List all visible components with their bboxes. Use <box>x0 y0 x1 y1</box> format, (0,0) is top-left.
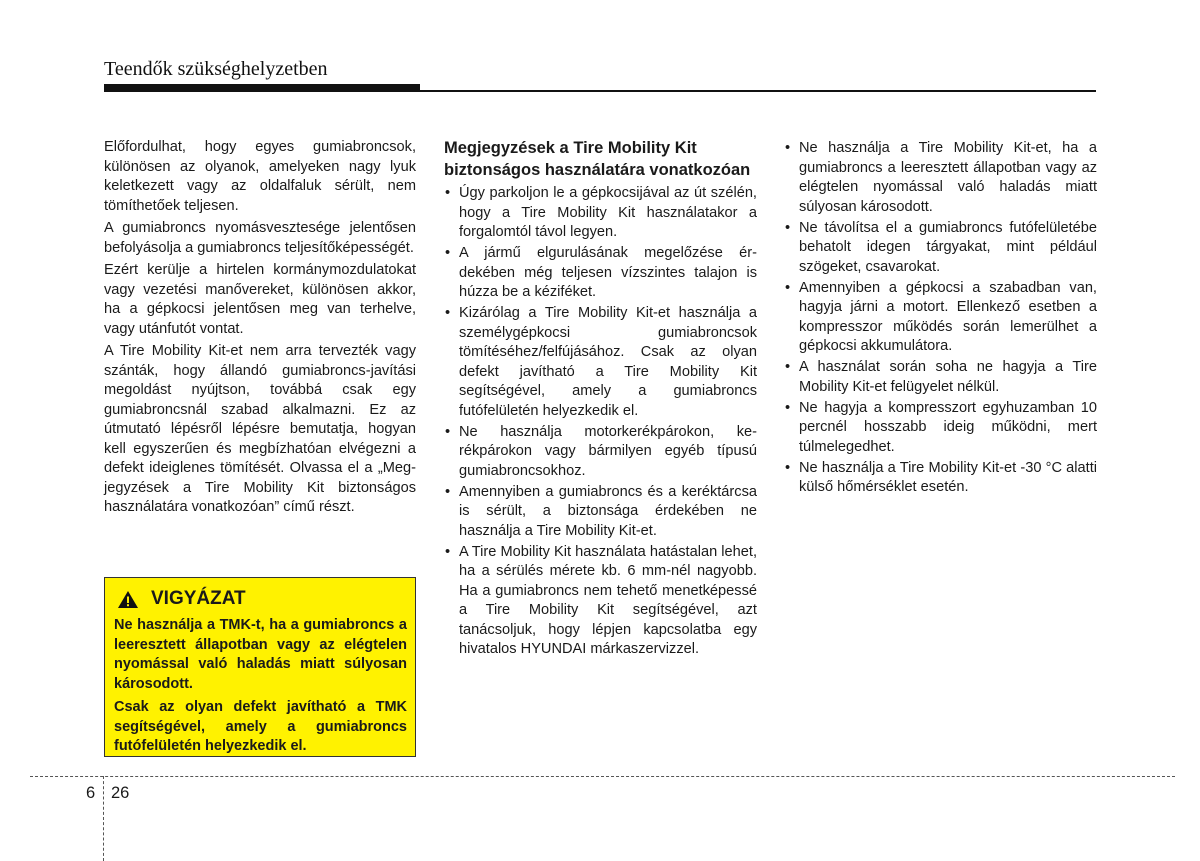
list-item: • Ne használja a Tire Mobility Kit-et, ha a gumiabroncs a leeresztett állapotban vagy az elégtelen nyomással való haladás miatt súlyosan károsodott. <box>784 139 1097 217</box>
warning-triangle-icon <box>117 590 139 609</box>
list-item: • Ne használja motorkerékpárokon, kerékpárokon vagy bármilyen egyéb típusú gumiabroncsokhoz. <box>444 423 757 482</box>
paragraph: A gumiabroncs nyomásvesztesége jelentősen befolyásolja a gumiabroncs teljesítőképességét. <box>104 220 416 256</box>
warning-box <box>104 577 416 757</box>
list-item: • A használat során soha ne hagyja a Tire Mobility Kit-et felügyelet nélkül. <box>784 358 1097 397</box>
footer-divider <box>30 776 1175 777</box>
list-item: • Amennyiben a gumiabroncs és a keréktárcsa is sérült, a biztonsága érdekében ne használja a Tire Mobility Kit-et. <box>444 483 757 542</box>
list-item: • A Tire Mobility Kit használata hatástalan lehet, ha a sérülés mérete kb. 6 mm-nél nagyobb. Ha a gumiabroncs nem tehető menetképessé a Tire Mobility Kit segítségével, azt tanácsoljuk, hogy lépjen kapcsolatba egy hivatalos HYUNDAI márkaszervizzel. <box>444 543 757 660</box>
right-column <box>784 139 1097 499</box>
list-item: • Ne hagyja a kompresszort egyhuzamban 10 percnél hosszabb ideig működni, mert túlmelegedhet. <box>784 399 1097 458</box>
warning-title: VIGYÁZAT <box>151 588 246 609</box>
list-item: • Kizárólag a Tire Mobility Kit-et használja a személygépkocsi gumiabroncsok tömítéséhez/felfújásához. Csak az olyan defekt javítható a Tire Mobility Kit segítségével, amely a gumiabroncs futófelületén helyezkedik el. <box>444 304 757 421</box>
warning-text: Ne használja a TMK-t, ha a gumiabroncs a leeresztett állapotban vagy az elégtelen nyomással való haladás miatt súlyosan károsodott. <box>114 617 407 692</box>
warning-header <box>114 588 407 610</box>
page-number: 26 <box>111 784 130 802</box>
paragraph: Előfordulhat, hogy egyes gumiabroncsok, különösen az olyanok, amelyeken nagy lyuk keletkezett vagy az oldalfaluk sérült, nem tömíthetőek teljesen. <box>104 139 416 214</box>
paragraph: A Tire Mobility Kit-et nem arra tervezték vagy szánták, hogy állandó gumiabroncs-javítási megoldást nyújtson, továbbá csak egy gumiabroncsnál szabad alkalmazni. Ez az útmutató lépésről lépésre bemutatja, hogyan kell egyszerűen és megbízhatóan elvégezni a defekt ideiglenes tömítését. Olvassa el a „Megjegyzések a Tire Mobility Kit biztonságos használatára vonatkozóan” című részt. <box>104 343 416 515</box>
page-header-title: Teendők szükséghelyzetben <box>104 58 328 80</box>
warning-text: Csak az olyan defekt javítható a TMK segítségével, amely a gumiabroncs futófelületén helyezkedik el. <box>114 699 407 754</box>
footer-divider-vertical <box>103 776 104 861</box>
left-column <box>104 138 416 521</box>
list-item: • Ne távolítsa el a gumiabroncs futófelületébe behatolt idegen tárgyakat, mint például szögeket, csavarokat. <box>784 219 1097 278</box>
section-heading: Megjegyzések a Tire Mobility Kit biztonságos használatára vonatkozóan <box>444 139 751 179</box>
middle-column <box>444 138 757 661</box>
bullet-list <box>784 139 1097 498</box>
bullet-list <box>444 184 757 660</box>
list-item: • Ne használja a Tire Mobility Kit-et -30 °C alatti külső hőmérséklet esetén. <box>784 459 1097 498</box>
section-number: 6 <box>86 784 96 802</box>
paragraph: Ezért kerülje a hirtelen kormánymozdulatokat vagy vezetési manővereket, különösen akkor, ha a gépkocsi jelentősen meg van terhelve, vagy utánfutót vontat. <box>104 262 416 337</box>
header-rule-thin <box>420 90 1096 92</box>
header-rule-thick <box>104 84 420 92</box>
list-item: • A jármű elgurulásának megelőzése érdekében még teljesen vízszintes talajon is húzza be a kéziféket. <box>444 244 757 303</box>
list-item: • Amennyiben a gépkocsi a szabadban van, hagyja járni a motort. Ellenkező esetben a kompresszor működés során lemerülhet a gépkocsi akkumulátora. <box>784 279 1097 357</box>
list-item: • Úgy parkoljon le a gépkocsijával az út szélén, hogy a Tire Mobility Kit használatakor a forgalomtól távol legyen. <box>444 184 757 243</box>
